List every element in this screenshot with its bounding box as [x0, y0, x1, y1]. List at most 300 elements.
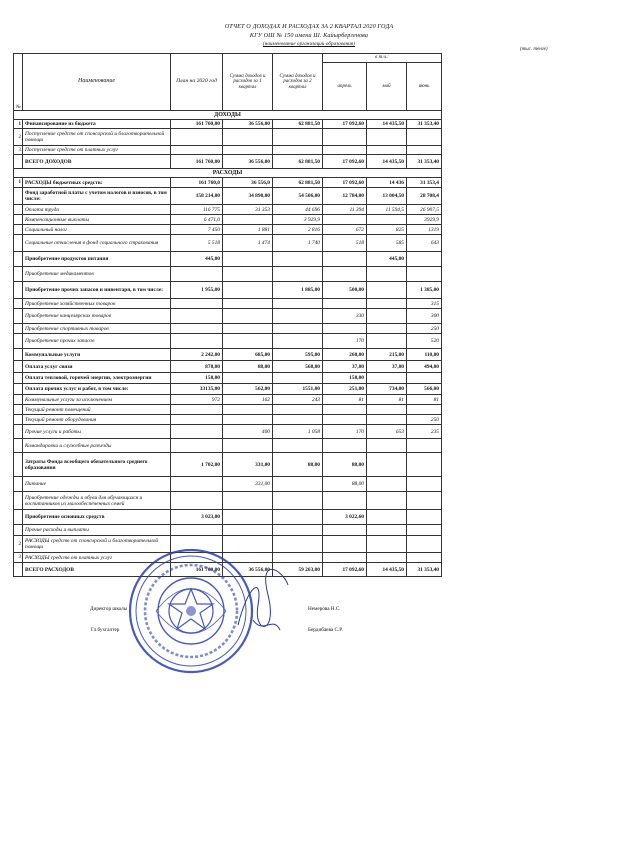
cell-q1: 685,00: [223, 349, 273, 361]
cell-m1: 518: [323, 235, 367, 252]
cell-q1: 331,00: [223, 477, 273, 492]
table-row: [14, 525, 442, 536]
cell-q2: [273, 309, 323, 324]
row-name: Питание: [23, 477, 171, 492]
director-name: Немерова Н.С.: [308, 606, 341, 612]
cell-plan: 2 242,00: [171, 349, 223, 361]
cell-m1: 17 092,60: [323, 563, 367, 577]
row-index: 3: [14, 146, 23, 155]
row-name: Прочие услуги и работы: [23, 425, 171, 439]
cell-m2: 37,00: [367, 361, 407, 373]
director-signature: [228, 565, 298, 655]
cell-plan: 161 760,0: [171, 178, 223, 188]
unit-label: (тыс. тенге): [520, 47, 548, 52]
cell-q2: [273, 415, 323, 425]
row-name: Затраты Фонда всеобщего обязательного среднего образования: [23, 453, 171, 477]
row-index: [14, 492, 23, 510]
cell-plan: 158,00: [171, 373, 223, 384]
row-name: ВСЕГО РАСХОДОВ: [23, 563, 171, 577]
row-index: [14, 299, 23, 309]
row-index: 2: [14, 536, 23, 553]
row-index: [14, 415, 23, 425]
row-name: Оплата услуг связи: [23, 361, 171, 373]
row-index: [14, 155, 23, 169]
cell-m1: 170: [323, 334, 367, 349]
cell-q2: [273, 553, 323, 563]
cell-m2: [367, 373, 407, 384]
cell-q1: [223, 146, 273, 155]
table-row: [14, 299, 442, 309]
row-name: Приобретение основных средств: [23, 510, 171, 525]
cell-q1: [223, 525, 273, 536]
cell-m1: [323, 553, 367, 563]
cell-m3: 31 353,40: [407, 155, 442, 169]
header-q2: Сумма доходов и расходов за 2 квартал: [273, 54, 323, 111]
row-name: РАСХОДЫ средств от спонсорской и благотворительной помощи: [23, 536, 171, 553]
row-name: Приобретение продуктов питания: [23, 252, 171, 267]
row-name: Текущий ремонт оборудования: [23, 415, 171, 425]
cell-q1: [223, 415, 273, 425]
cell-m2: [367, 129, 407, 146]
table-row: [14, 477, 442, 492]
row-name: Коммунальные услуги за исключением: [23, 395, 171, 405]
cell-q2: [273, 373, 323, 384]
cell-m1: [323, 536, 367, 553]
cell-m3: 300: [407, 309, 442, 324]
cell-m1: 330: [323, 309, 367, 324]
row-index: [14, 334, 23, 349]
table-row: [14, 120, 442, 129]
row-name: Компенсационные выплаты: [23, 215, 171, 225]
header-month-1: апрель: [323, 63, 367, 111]
cell-plan: [171, 492, 223, 510]
cell-m2: [367, 405, 407, 415]
row-index: [14, 361, 23, 373]
row-index: [14, 425, 23, 439]
cell-m3: 494,00: [407, 361, 442, 373]
cell-q1: [223, 129, 273, 146]
cell-q2: 88,00: [273, 453, 323, 477]
cell-m1: 12 784,00: [323, 188, 367, 205]
cell-q1: 562,00: [223, 384, 273, 395]
cell-plan: 3 023,00: [171, 510, 223, 525]
cell-plan: [171, 299, 223, 309]
cell-m1: [323, 129, 367, 146]
cell-m3: [407, 439, 442, 453]
cell-q1: 31 353: [223, 205, 273, 215]
cell-m1: [323, 439, 367, 453]
cell-plan: 161 760,00: [171, 155, 223, 169]
header-index: №: [14, 54, 23, 111]
row-index: [14, 453, 23, 477]
row-index: [14, 477, 23, 492]
table-row: [14, 384, 442, 395]
row-index: [14, 525, 23, 536]
cell-m2: [367, 215, 407, 225]
cell-m2: 14 436: [367, 178, 407, 188]
cell-q2: [273, 324, 323, 334]
cell-m2: [367, 146, 407, 155]
cell-m3: 110,00: [407, 349, 442, 361]
cell-m3: 566,00: [407, 384, 442, 395]
cell-m2: [367, 439, 407, 453]
table-row: [14, 146, 442, 155]
cell-m2: [367, 477, 407, 492]
row-name: Прочие расходы и выплаты: [23, 525, 171, 536]
cell-m3: 81: [407, 395, 442, 405]
cell-q2: 595,00: [273, 349, 323, 361]
row-name: Приобретение спортивных товаров: [23, 324, 171, 334]
cell-m1: 672: [323, 225, 367, 235]
table-row: [14, 235, 442, 252]
cell-q1: 36 556,00: [223, 155, 273, 169]
row-index: 1: [14, 178, 23, 188]
row-index: [14, 225, 23, 235]
cell-plan: [171, 405, 223, 415]
cell-q1: [223, 299, 273, 309]
cell-m2: 734,00: [367, 384, 407, 395]
cell-m3: 643: [407, 235, 442, 252]
table-row: [14, 334, 442, 349]
header-plan: План на 2020 год: [171, 54, 223, 111]
cell-q1: 34 890,00: [223, 188, 273, 205]
cell-m1: 251,00: [323, 384, 367, 395]
cell-q1: [223, 373, 273, 384]
cell-q2: [273, 510, 323, 525]
cell-m3: [407, 536, 442, 553]
cell-m3: 315: [407, 299, 442, 309]
cell-m2: [367, 536, 407, 553]
table-row: [14, 155, 442, 169]
accountant-name: Бердибаева С.Р.: [308, 627, 343, 633]
row-index: [14, 439, 23, 453]
title-line-1: ОТЧЕТ О ДОХОДАХ И РАСХОДАХ ЗА 2 КВАРТАЛ 2020 ГОДА: [224, 23, 394, 30]
cell-m3: 26 907,5: [407, 205, 442, 215]
cell-m3: [407, 267, 442, 282]
cell-m2: [367, 415, 407, 425]
cell-m1: 17 092,60: [323, 178, 367, 188]
section-title: РАСХОДЫ: [14, 169, 442, 178]
cell-q2: [273, 146, 323, 155]
cell-m1: 158,00: [323, 373, 367, 384]
row-name: РАСХОДЫ бюджетных средств:: [23, 178, 171, 188]
table-row: [14, 324, 442, 334]
cell-m1: 81: [323, 395, 367, 405]
row-name: Приобретение хозяйственных товаров: [23, 299, 171, 309]
cell-q1: [223, 252, 273, 267]
cell-q2: [273, 536, 323, 553]
cell-plan: [171, 309, 223, 324]
cell-q1: [223, 405, 273, 415]
row-index: [14, 384, 23, 395]
row-index: [14, 215, 23, 225]
cell-m2: 653: [367, 425, 407, 439]
row-index: 2: [14, 129, 23, 146]
cell-m2: [367, 267, 407, 282]
cell-m1: 88,00: [323, 453, 367, 477]
cell-m3: 250: [407, 324, 442, 334]
cell-q2: [273, 267, 323, 282]
cell-q1: [223, 309, 273, 324]
cell-plan: [171, 129, 223, 146]
table-row: [14, 349, 442, 361]
cell-m1: [323, 415, 367, 425]
cell-plan: 445,00: [171, 252, 223, 267]
cell-q2: 54 506,00: [273, 188, 323, 205]
row-name: Оплата тепловой, горячей энергии, электроэнергии: [23, 373, 171, 384]
cell-m2: [367, 299, 407, 309]
row-name: Поступление средств от спонсорской и благотворительной помощи: [23, 129, 171, 146]
cell-q2: [273, 129, 323, 146]
cell-q1: 36 556,00: [223, 563, 273, 577]
cell-m2: 14 435,50: [367, 563, 407, 577]
cell-q2: 568,00: [273, 361, 323, 373]
cell-plan: 161 760,00: [171, 563, 223, 577]
cell-q1: 400: [223, 425, 273, 439]
row-name: Приобретение канцелярских товаров: [23, 309, 171, 324]
table-row: [14, 492, 442, 510]
section-title: ДОХОДЫ: [14, 111, 442, 120]
cell-m1: [323, 324, 367, 334]
row-index: [14, 205, 23, 215]
table-row: [14, 129, 442, 146]
table-row: [14, 405, 442, 415]
row-name: Фонд заработной платы с учетом налогов и взносов, в том числе:: [23, 188, 171, 205]
cell-q1: 162: [223, 395, 273, 405]
cell-q1: [223, 334, 273, 349]
row-name: Социальный налог: [23, 225, 171, 235]
row-index: [14, 405, 23, 415]
table-row: [14, 373, 442, 384]
cell-q1: [223, 215, 273, 225]
cell-q2: [273, 439, 323, 453]
cell-m1: 260,00: [323, 349, 367, 361]
section-header-row: [14, 169, 442, 178]
cell-q2: 59 263,00: [273, 563, 323, 577]
cell-m1: 3 022,60: [323, 510, 367, 525]
cell-m3: 235: [407, 425, 442, 439]
row-index: [14, 267, 23, 282]
cell-m1: [323, 215, 367, 225]
cell-m3: 28 708,4: [407, 188, 442, 205]
cell-q1: 331,00: [223, 453, 273, 477]
cell-plan: 7 450: [171, 225, 223, 235]
row-name: Приобретение одежды и обуви для обучающихся и воспитанников из малообеспеченных семей: [23, 492, 171, 510]
cell-q2: 1 740: [273, 235, 323, 252]
cell-q2: 44 696: [273, 205, 323, 215]
cell-q1: [223, 282, 273, 299]
row-name: Приобретение прочих запасов: [23, 334, 171, 349]
header-name: Наименование: [23, 54, 171, 111]
report-table: [13, 53, 442, 577]
cell-m3: [407, 492, 442, 510]
cell-m1: 500,00: [323, 282, 367, 299]
cell-q1: 1 474: [223, 235, 273, 252]
cell-m2: [367, 492, 407, 510]
cell-q1: [223, 267, 273, 282]
cell-m1: 17 092,60: [323, 120, 367, 129]
cell-plan: 161 760,00: [171, 120, 223, 129]
cell-m3: [407, 553, 442, 563]
cell-q1: 88,00: [223, 361, 273, 373]
header-row-group: [14, 54, 442, 63]
cell-q2: 1 058: [273, 425, 323, 439]
cell-m1: [323, 492, 367, 510]
cell-plan: [171, 525, 223, 536]
cell-m2: [367, 510, 407, 525]
cell-m1: 37,00: [323, 361, 367, 373]
cell-m1: [323, 299, 367, 309]
cell-m1: [323, 525, 367, 536]
row-name: Социальные отчисления в фонд социального страхования: [23, 235, 171, 252]
table-row: [14, 415, 442, 425]
table-row: [14, 425, 442, 439]
cell-m1: [323, 146, 367, 155]
row-index: 1: [14, 120, 23, 129]
cell-plan: [171, 477, 223, 492]
row-index: [14, 373, 23, 384]
header-month-group: в т.ч.:: [323, 54, 442, 63]
row-name: Приобретение медикаментов: [23, 267, 171, 282]
cell-m2: 81: [367, 395, 407, 405]
row-name: Оплата прочих услуг и работ, в том числе:: [23, 384, 171, 395]
cell-m2: 13 004,50: [367, 188, 407, 205]
cell-q2: 2 816: [273, 225, 323, 235]
cell-plan: 1 955,00: [171, 282, 223, 299]
cell-plan: 878,00: [171, 361, 223, 373]
cell-m2: [367, 453, 407, 477]
row-index: [14, 563, 23, 577]
table-row: [14, 225, 442, 235]
cell-m3: [407, 453, 442, 477]
table-row: [14, 453, 442, 477]
row-index: [14, 309, 23, 324]
cell-plan: 158 214,00: [171, 188, 223, 205]
header-month-2: май: [367, 63, 407, 111]
cell-m2: [367, 282, 407, 299]
cell-q1: [223, 439, 273, 453]
cell-m2: [367, 309, 407, 324]
cell-m2: 14 435,50: [367, 120, 407, 129]
table-row: [14, 439, 442, 453]
cell-m1: 170: [323, 425, 367, 439]
cell-plan: [171, 324, 223, 334]
cell-q1: [223, 324, 273, 334]
row-name: Коммунальные услуги: [23, 349, 171, 361]
row-index: [14, 188, 23, 205]
cell-m1: 17 092,60: [323, 155, 367, 169]
cell-m1: [323, 252, 367, 267]
cell-q1: 1 881: [223, 225, 273, 235]
table-row: [14, 361, 442, 373]
section-header-row: [14, 111, 442, 120]
cell-m3: 3929,9: [407, 215, 442, 225]
cell-plan: [171, 425, 223, 439]
cell-m3: [407, 146, 442, 155]
table-row: [14, 252, 442, 267]
table-row: [14, 178, 442, 188]
row-index: [14, 395, 23, 405]
table-row: [14, 510, 442, 525]
cell-m1: 11 394: [323, 205, 367, 215]
row-name: ВСЕГО ДОХОДОВ: [23, 155, 171, 169]
row-name: РАСХОДЫ средств от платных услуг: [23, 553, 171, 563]
cell-plan: [171, 415, 223, 425]
cell-q2: 3 929,9: [273, 215, 323, 225]
cell-q2: 62 881,50: [273, 178, 323, 188]
cell-q1: [223, 492, 273, 510]
row-name: Поступление средств от платных услуг: [23, 146, 171, 155]
cell-m3: 1319: [407, 225, 442, 235]
cell-m2: 825: [367, 225, 407, 235]
table-row: [14, 188, 442, 205]
table-row: [14, 395, 442, 405]
table-row: [14, 282, 442, 299]
cell-plan: 5 518: [171, 235, 223, 252]
title-line-3: (наименование организации образования): [263, 42, 355, 47]
row-name: Приобретение прочих запасов и инвентаря, в том числе:: [23, 282, 171, 299]
header-month-3: июнь: [407, 63, 442, 111]
cell-m3: [407, 129, 442, 146]
cell-q2: 1 885,00: [273, 282, 323, 299]
cell-m3: 250: [407, 415, 442, 425]
cell-plan: [171, 334, 223, 349]
cell-m2: 14 435,50: [367, 155, 407, 169]
director-title: Директор школы: [90, 606, 128, 612]
cell-plan: 6 471,0: [171, 215, 223, 225]
cell-m3: 31 353,40: [407, 120, 442, 129]
report-title: [0, 22, 618, 49]
row-name: Оплата труда: [23, 205, 171, 215]
cell-m2: 445,00: [367, 252, 407, 267]
cell-q2: 62 881,50: [273, 120, 323, 129]
row-name: Текущий ремонт помещений: [23, 405, 171, 415]
cell-m1: [323, 267, 367, 282]
cell-m2: 585: [367, 235, 407, 252]
cell-m3: [407, 510, 442, 525]
cell-m3: 31 353,4: [407, 178, 442, 188]
cell-q2: [273, 334, 323, 349]
cell-q2: 62 881,50: [273, 155, 323, 169]
cell-q1: 36 556,00: [223, 120, 273, 129]
table-row: [14, 215, 442, 225]
row-index: [14, 349, 23, 361]
cell-plan: [171, 146, 223, 155]
header-q1: Сумма доходов и расходов за 1 квартал: [223, 54, 273, 111]
row-name: Командировки и служебные разъезды: [23, 439, 171, 453]
row-index: [14, 235, 23, 252]
cell-q2: [273, 477, 323, 492]
cell-m2: [367, 525, 407, 536]
cell-m3: [407, 525, 442, 536]
cell-m2: [367, 334, 407, 349]
cell-m3: [407, 477, 442, 492]
cell-plan: 1 702,00: [171, 453, 223, 477]
cell-m2: 11 594,5: [367, 205, 407, 215]
row-index: [14, 324, 23, 334]
table-row: [14, 309, 442, 324]
cell-m2: 215,00: [367, 349, 407, 361]
row-index: [14, 510, 23, 525]
row-name: Финансирование из бюджета: [23, 120, 171, 129]
title-line-2: КГУ ОШ № 150 имени Ш. Кайырбергенова: [249, 32, 369, 39]
cell-m1: 88,00: [323, 477, 367, 492]
cell-m3: 1 385,00: [407, 282, 442, 299]
cell-plan: 116 775: [171, 205, 223, 215]
cell-plan: [171, 267, 223, 282]
cell-q1: [223, 510, 273, 525]
table-row: [14, 267, 442, 282]
